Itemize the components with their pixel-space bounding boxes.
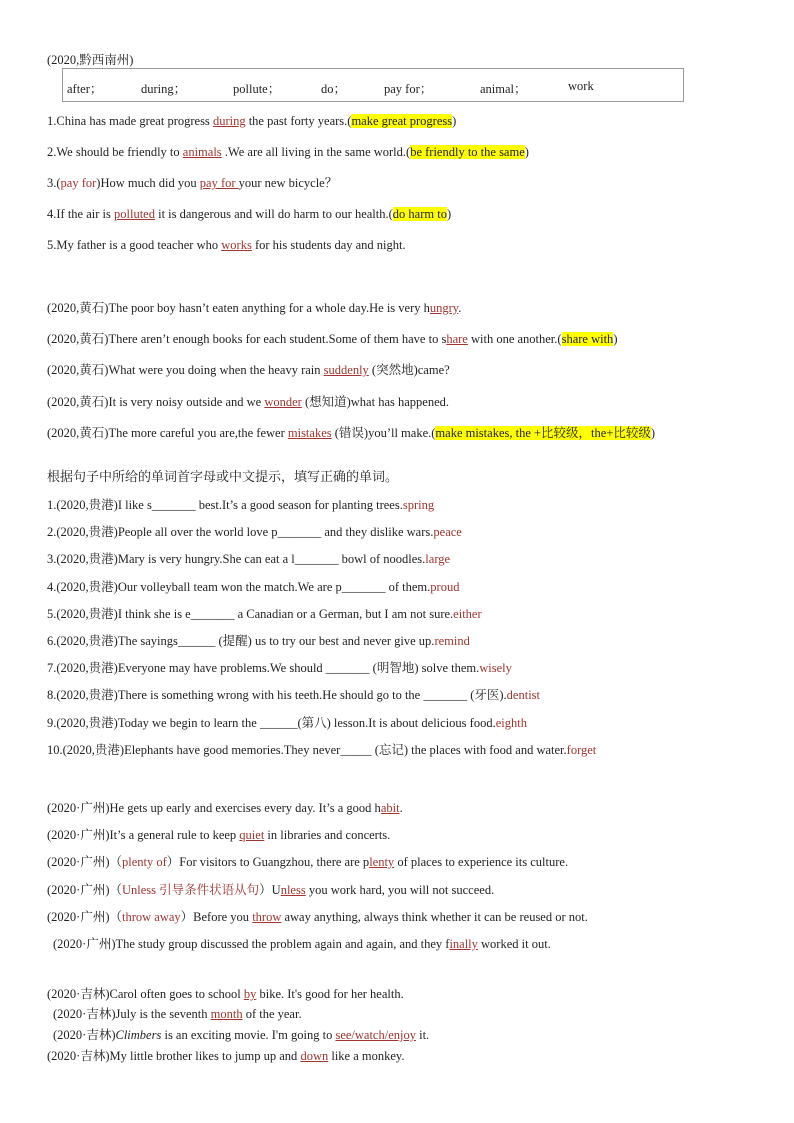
highlight-phrase: make great progress [351,114,453,128]
question-line: 5.(2020,贵港)I think she is e_______ a Canadian or a German, but I am not sure.either [47,607,482,621]
highlight-phrase: do harm to [392,207,447,221]
answer: forget [566,743,597,757]
question-line: 5.My father is a good teacher who works for his students day and night. [47,238,406,252]
question-line: 4.If the air is polluted it is dangerous and will do harm to our health.(do harm to) [47,207,452,221]
answer: works [221,238,252,252]
word-bank-item: during； [141,82,187,96]
question-line: (2020·广州)（Unless 引导条件状语从句）Unless you work hard, you will not succeed. [47,883,495,897]
question-line: 7.(2020,贵港)Everyone may have problems.We should _______ (明智地) solve them.wisely [47,661,512,675]
answer: mistakes [287,426,332,440]
answer: large [425,552,451,566]
word-bank-item: do； [321,82,347,96]
answer: polluted [114,207,155,221]
question-line: (2020,黄石)The more careful you are,the fewer mistakes (错误)you’ll make.(make mistakes, the +比较级，the+比较级) [47,426,656,440]
note: plenty of [122,855,167,869]
question-line: (2020·广州)He gets up early and exercises every day. It’s a good habit. [47,801,403,815]
question-line: (2020,黄石)The poor boy hasn’t eaten anything for a whole day.He is very hungry. [47,301,462,315]
question-line: (2020·广州)The study group discussed the problem again and again, and they finally worked it out. [53,937,551,951]
answer: eighth [495,716,527,730]
question-line: (2020,黄石)It is very noisy outside and we wonder (想知道)what has happened. [47,395,450,409]
question-line: 1.(2020,贵港)I like s_______ best.It’s a good season for planting trees.spring [47,498,435,512]
word-bank-item: after； [67,82,103,96]
note: pay for [60,176,97,190]
question-line: 10.(2020,贵港)Elephants have good memories.They never_____ (忘记) the places with food and water.forget [47,743,597,757]
question-line: 3.(pay for)How much did you pay for your new bicycle？ [47,176,338,190]
answer: dentist [506,688,541,702]
answer: abit [380,801,400,815]
answer: during [212,114,246,128]
word-bank-box [62,68,684,102]
word-bank-item: animal； [480,82,527,96]
answer: inally [449,937,478,951]
instruction: 根据句子中所给的单词首字母或中文提示，填写正确的单词。 [47,469,399,484]
question-line: 6.(2020,贵港)The sayings______ (提醒) us to try our best and never give up.remind [47,634,470,648]
answer: hare [446,332,468,346]
question-line: (2020·吉林)Climbers is an exciting movie. I'm going to see/watch/enjoy it. [53,1028,430,1042]
question-line: 3.(2020,贵港)Mary is very hungry.She can eat a l_______ bowl of noodles.large [47,552,451,566]
highlight-phrase: be friendly to the same [410,145,525,159]
answer: animals [182,145,222,159]
question-line: (2020·广州)It’s a general rule to keep quiet in libraries and concerts. [47,828,391,842]
answer: remind [434,634,470,648]
movie-title: Climbers [115,1028,162,1042]
question-line: 2.We should be friendly to animals .We are all living in the same world.(be friendly to the same) [47,145,529,159]
answer: wisely [479,661,512,675]
answer: throw [252,910,282,924]
question-line: (2020·吉林)July is the seventh month of the year. [53,1007,302,1021]
answer: spring [402,498,435,512]
question-line: 4.(2020,贵港)Our volleyball team won the match.We are p_______ of them.proud [47,580,460,594]
answer: nless [280,883,306,897]
question-line: (2020·广州)（plenty of）For visitors to Guangzhou, there are plenty of places to experience its culture. [47,855,569,869]
word-bank-item: pollute； [233,82,281,96]
question-line: (2020·吉林)My little brother likes to jump up and down like a monkey. [47,1049,405,1063]
word-bank-item: work [568,79,594,93]
question-line: (2020,黄石)What were you doing when the heavy rain suddenly (突然地)came? [47,363,450,377]
answer: month [210,1007,243,1021]
answer: peace [433,525,462,539]
answer: pay for [199,176,239,190]
answer: lenty [369,855,395,869]
question-line: (2020·广州)（throw away）Before you throw away anything, always think whether it can be reused or not. [47,910,588,924]
question-line: 2.(2020,贵港)People all over the world love p_______ and they dislike wars.peace [47,525,462,539]
answer: quiet [239,828,265,842]
answer: either [453,607,482,621]
highlight-phrase: make mistakes, the +比较级，the+比较级 [435,426,651,440]
answer: wonder [264,395,302,409]
answer: down [300,1049,329,1063]
question-line: 9.(2020,贵港)Today we begin to learn the ______(第八) lesson.It is about delicious food.eighth [47,716,527,730]
answer: proud [430,580,460,594]
answer: by [243,987,257,1001]
answer: suddenly [323,363,369,377]
question-line: (2020·吉林)Carol often goes to school by bike. It's good for her health. [47,987,404,1001]
answer: see/watch/enjoy [335,1028,416,1042]
question-line: (2020,黄石)There aren’t enough books for each student.Some of them have to share with one another.(share with) [47,332,618,346]
answer: ungry [429,301,459,315]
question-line: 1.China has made great progress during the past forty years.(make great progress) [47,114,457,128]
section-header: (2020,黔西南州) [47,53,134,67]
word-bank-item: pay for； [384,82,433,96]
highlight-phrase: share with [561,332,614,346]
question-line: 8.(2020,贵港)There is something wrong with his teeth.He should go to the _______ (牙医).dentist [47,688,541,702]
note: throw away [122,910,181,924]
note: Unless 引导条件状语从句 [122,883,260,897]
